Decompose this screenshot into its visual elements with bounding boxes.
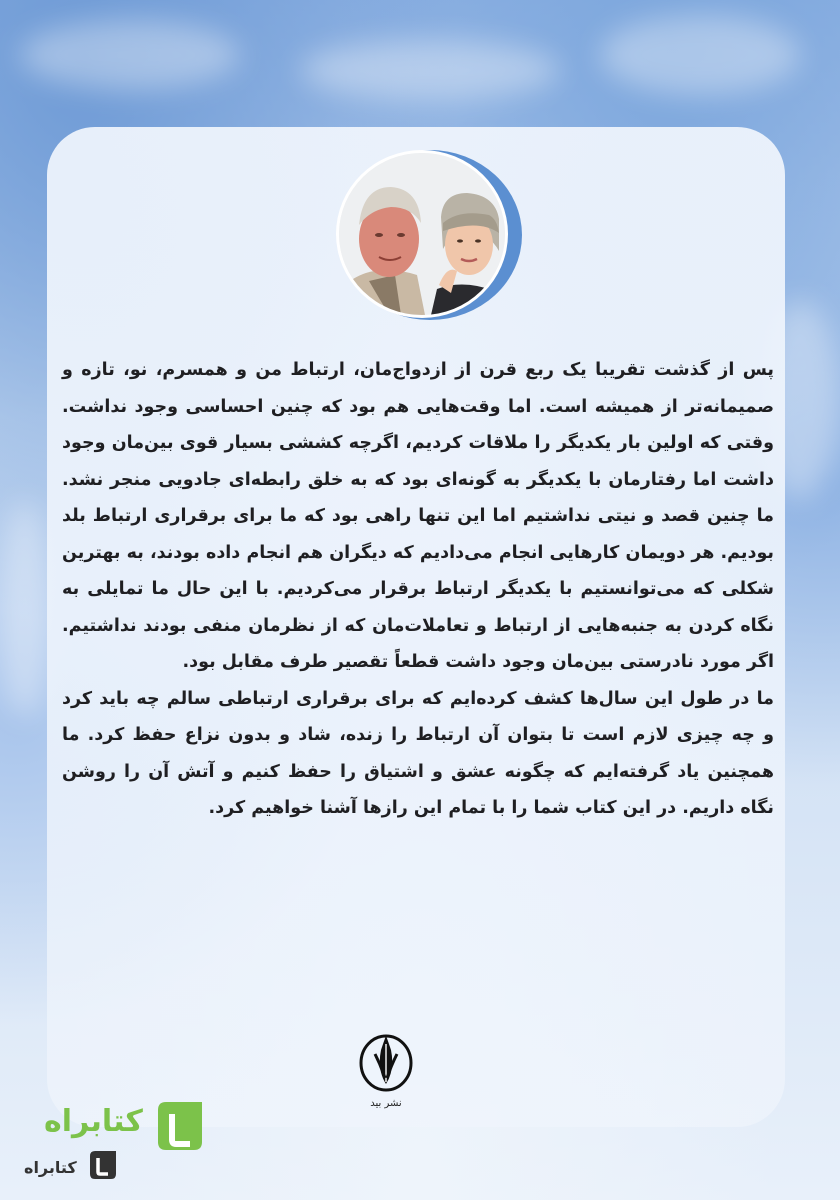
cloud xyxy=(600,15,800,95)
book-bookmark-icon xyxy=(150,1096,210,1156)
watermark-brand: کتابراه xyxy=(44,1104,143,1139)
publisher-name: نشر بید xyxy=(370,1098,402,1109)
cloud xyxy=(300,40,560,100)
cloud xyxy=(0,500,50,720)
authors-photo xyxy=(336,150,508,318)
book-bookmark-icon xyxy=(86,1148,120,1182)
publisher-logo xyxy=(354,1030,418,1109)
cloud xyxy=(20,20,240,90)
description-text xyxy=(62,352,774,827)
paragraph-1: پس از گذشت تقریبا یک ربع قرن از ازدواج‌مان، ارتباط من و همسرم، نو، تازه و صمیمانه‌تر از همیشه است. اما وقت‌هایی هم بود که چنین احساسی وجود نداشت. وقتی که اولین بار یکدیگر را ملاقات کردیم، اگرچه کششی بسیار قوی بین‌مان وجود داشت اما رفتارمان با یکدیگر به گونه‌ای بود که به خلق رابطه‌ای جادویی منجر نشد. ما چنین قصد و نیتی نداشتیم اما این تنها راهی بود که ما برای برقراری ارتباط بلد بودیم. هر دویمان کارهایی انجام می‌دادیم که دیگران هم انجام داده بودند، به بهترین شکلی که می‌توانستیم با یکدیگر ارتباط برقرار می‌کردیم. با این حال ما تمایلی به نگاه کردن به جنبه‌هایی از ارتباط و تعاملات‌مان که از نظرمان منفی بودند نداشتیم. اگر مورد نادرستی بین‌مان وجود داشت قطعاً تقصیر طرف مقابل بود. xyxy=(62,360,774,672)
watermark xyxy=(14,1092,214,1192)
willow-leaf-icon xyxy=(357,1030,415,1092)
paragraph-2: ما در طول این سال‌ها کشف کرده‌ایم که برای برقراری ارتباطی سالم چه باید کرد و چه چیزی لازم است تا بتوان آن ارتباط را زنده، شاد و بدون نزاع حفظ کرد. ما همچنین یاد گرفته‌ایم که چگونه عشق و اشتیاق را حفظ کنیم و آتش آن را روشن نگاه داریم. در این کتاب شما را با تمام این رازها آشنا خواهیم کرد. xyxy=(62,688,774,818)
watermark-brand-small: کتابراه xyxy=(24,1158,77,1177)
